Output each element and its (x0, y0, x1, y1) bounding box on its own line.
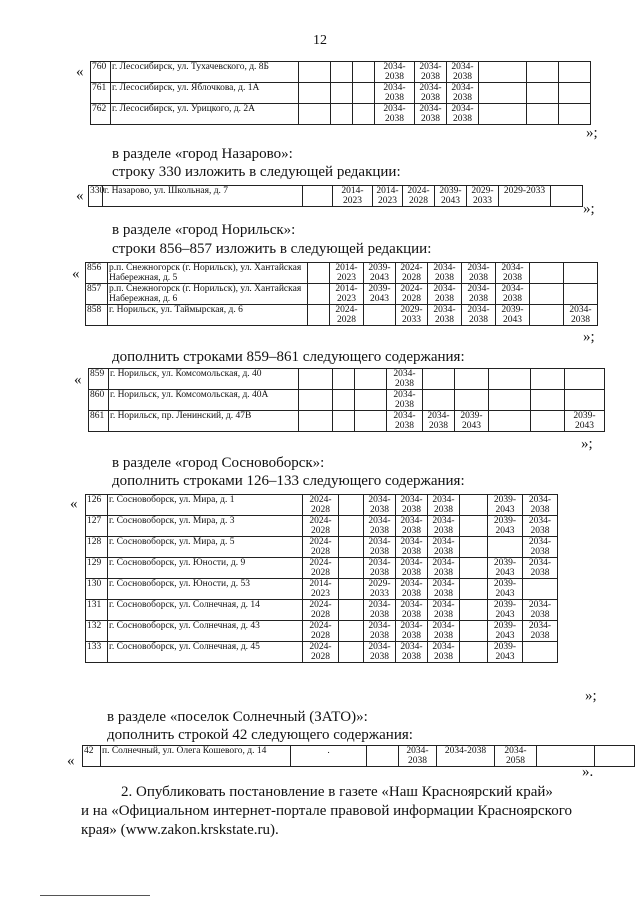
year-cell: 2034-2038 (428, 621, 460, 642)
year-cell (331, 62, 353, 83)
year-cell (339, 621, 364, 642)
year-cell: . (291, 746, 367, 767)
table-row (86, 516, 597, 537)
page-number: 12 (313, 33, 327, 48)
year-cell: 2034-2038 (447, 104, 479, 125)
year-cell: 2034-2038 (428, 579, 460, 600)
year-cell (308, 263, 330, 284)
table-row (86, 284, 598, 305)
row-number: 132 (86, 621, 108, 642)
row-number: 128 (86, 537, 108, 558)
year-cell: 2034-2038 (375, 104, 415, 125)
year-cell: 2029-2033 (467, 186, 499, 207)
year-cell (423, 369, 455, 390)
table-row (89, 369, 605, 390)
address-cell: г. Лесосибирск, ул. Тухачевского, д. 8Б (111, 62, 299, 83)
year-cell (339, 642, 364, 663)
year-cell: 2034-2038 (387, 369, 423, 390)
close-quote: »; (586, 125, 598, 141)
section-heading: в разделе «город Сосновоборск»: (112, 455, 325, 471)
open-quote: « (76, 64, 84, 80)
year-cell: 2034-2038 (462, 305, 496, 326)
year-cell: 2014-2023 (333, 186, 373, 207)
year-cell: 2034-2038 (415, 83, 447, 104)
year-cell: 2029-2033 (364, 579, 396, 600)
year-cell (479, 104, 527, 125)
year-cell: 2039-2043 (565, 411, 605, 432)
year-cell (565, 369, 605, 390)
year-cell: 2039-2043 (488, 579, 523, 600)
year-cell (339, 537, 364, 558)
row-number: 761 (91, 83, 111, 104)
year-cell: 2014-2023 (330, 284, 364, 305)
year-cell (559, 83, 591, 104)
table-row (91, 62, 591, 83)
year-cell: 2039-2043 (488, 558, 523, 579)
year-cell (530, 284, 564, 305)
address-cell: г. Сосновоборск, ул. Солнечная, д. 45 (108, 642, 303, 663)
table-solnechny (82, 745, 635, 767)
table-row (86, 600, 597, 621)
section-instruction: дополнить строками 859–861 следующего содержания: (112, 349, 465, 365)
year-cell: 2034-2038 (428, 600, 460, 621)
address-cell: г. Норильск, ул. Таймырская, д. 6 (108, 305, 308, 326)
year-cell: 2034-2038 (396, 516, 428, 537)
address-cell: г. Сосновоборск, ул. Юности, д. 9 (108, 558, 303, 579)
year-cell: 2034-2038 (428, 516, 460, 537)
address-cell: г. Сосновоборск, ул. Солнечная, д. 14 (108, 600, 303, 621)
section-heading: в разделе «поселок Солнечный (ЗАТО)»: (107, 709, 368, 725)
year-cell: 2024-2028 (303, 516, 339, 537)
year-cell (531, 390, 565, 411)
year-cell: 2034-2038 (396, 558, 428, 579)
year-cell: 2039-2043 (435, 186, 467, 207)
year-cell (299, 62, 331, 83)
address-cell: г. Сосновоборск, ул. Мира, д. 5 (108, 537, 303, 558)
year-cell: 2034-2058 (495, 746, 537, 767)
table-norilsk-add (88, 368, 605, 432)
year-cell (564, 263, 598, 284)
final-line-2: и на «Официальном интернет-портале правовой информации Красноярского (81, 803, 572, 819)
year-cell (364, 305, 396, 326)
year-cell (489, 369, 531, 390)
row-number: 860 (89, 390, 109, 411)
year-cell: 2024-2028 (303, 537, 339, 558)
year-cell: 2014-2023 (330, 263, 364, 284)
year-cell (355, 390, 387, 411)
year-cell: 2034-2038 (428, 305, 462, 326)
address-cell: г. Сосновоборск, ул. Юности, д. 53 (108, 579, 303, 600)
table-row (89, 411, 605, 432)
year-cell (460, 495, 488, 516)
table-row (86, 621, 597, 642)
year-cell (460, 516, 488, 537)
year-cell: 2034-2038 (496, 263, 530, 284)
year-cell: 2034-2038 (496, 284, 530, 305)
open-quote: « (67, 753, 75, 769)
row-number: 760 (91, 62, 111, 83)
address-cell: р.п. Снежногорск (г. Норильск), ул. Хантайская Набережная, д. 5 (108, 263, 308, 284)
year-cell: 2014-2023 (303, 579, 339, 600)
address-cell: г. Лесосибирск, ул. Урицкого, д. 2А (111, 104, 299, 125)
year-cell (353, 104, 375, 125)
year-cell: 2039-2043 (488, 516, 523, 537)
year-cell: 2034-2038 (364, 537, 396, 558)
year-cell: 2034-2038 (428, 642, 460, 663)
year-cell (479, 62, 527, 83)
address-cell: р.п. Снежногорск (г. Норильск), ул. Хантайская Набережная, д. 6 (108, 284, 308, 305)
year-cell (460, 621, 488, 642)
year-cell (299, 104, 331, 125)
year-cell (527, 83, 559, 104)
year-cell (339, 495, 364, 516)
row-number: 858 (86, 305, 108, 326)
year-cell: 2034-2038 (364, 495, 396, 516)
year-cell: 2034-2038 (428, 537, 460, 558)
year-cell (355, 411, 387, 432)
year-cell (460, 537, 488, 558)
year-cell (455, 390, 489, 411)
address-cell: г. Назарово, ул. Школьная, д. 7 (103, 186, 303, 207)
address-cell: г. Сосновоборск, ул. Солнечная, д. 43 (108, 621, 303, 642)
year-cell (339, 516, 364, 537)
section-heading: в разделе «город Назарово»: (112, 146, 293, 162)
year-cell: 2034-2038 (364, 621, 396, 642)
close-quote: ». (582, 764, 594, 780)
year-cell (331, 83, 353, 104)
table-nazarovo (88, 185, 583, 207)
year-cell (299, 369, 333, 390)
year-cell: 2034-2038 (364, 516, 396, 537)
table-row (91, 83, 591, 104)
year-cell (489, 411, 531, 432)
address-cell: п. Солнечный, ул. Олега Кошевого, д. 14 (101, 746, 291, 767)
year-cell (308, 284, 330, 305)
row-number: 130 (86, 579, 108, 600)
year-cell: 2039-2043 (488, 495, 523, 516)
year-cell: 2024-2028 (303, 621, 339, 642)
year-cell: 2034-2038 (523, 621, 558, 642)
year-cell: 2034-2038 (437, 746, 495, 767)
year-cell: 2039-2043 (488, 642, 523, 663)
address-cell: г. Норильск, ул. Комсомольская, д. 40А (109, 390, 299, 411)
year-cell (333, 411, 355, 432)
open-quote: « (72, 266, 80, 282)
table-row (86, 305, 598, 326)
year-cell (523, 579, 558, 600)
year-cell: 2039-2043 (496, 305, 530, 326)
table-norilsk-edit (85, 262, 598, 326)
section-instruction: строки 856–857 изложить в следующей редакции: (112, 241, 432, 257)
year-cell: 2034-2038 (375, 83, 415, 104)
address-cell: г. Сосновоборск, ул. Мира, д. 1 (108, 495, 303, 516)
year-cell: 2039-2043 (364, 263, 396, 284)
table-sosnovoborsk (85, 494, 597, 663)
year-cell (531, 369, 565, 390)
year-cell (455, 369, 489, 390)
section-instruction: строку 330 изложить в следующей редакции: (112, 164, 401, 180)
open-quote: « (74, 372, 82, 388)
year-cell (299, 83, 331, 104)
close-quote: »; (583, 201, 595, 217)
table-row (83, 746, 635, 767)
year-cell (551, 186, 583, 207)
year-cell (331, 104, 353, 125)
row-number: 856 (86, 263, 108, 284)
year-cell: 2034-2038 (462, 263, 496, 284)
year-cell: 2024-2028 (396, 284, 428, 305)
year-cell: 2034-2038 (399, 746, 437, 767)
row-number: 859 (89, 369, 109, 390)
year-cell: 2024-2028 (303, 642, 339, 663)
year-cell (527, 62, 559, 83)
open-quote: « (76, 188, 84, 204)
year-cell: 2024-2028 (303, 600, 339, 621)
close-quote: »; (585, 688, 597, 704)
year-cell: 2034-2038 (396, 621, 428, 642)
open-quote: « (70, 496, 78, 512)
section-heading: в разделе «город Норильск»: (112, 222, 296, 238)
year-cell: 2034-2038 (396, 600, 428, 621)
year-cell (339, 558, 364, 579)
year-cell: 2034-2038 (396, 495, 428, 516)
year-cell (523, 642, 558, 663)
year-cell: 2034-2038 (447, 83, 479, 104)
row-number: 42 (83, 746, 101, 767)
year-cell: 2024-2028 (303, 495, 339, 516)
year-cell: 2024-2028 (303, 558, 339, 579)
year-cell: 2034-2038 (428, 284, 462, 305)
year-cell: 2034-2038 (423, 411, 455, 432)
year-cell: 2034-2038 (428, 558, 460, 579)
year-cell: 2034-2038 (428, 495, 460, 516)
year-cell (531, 411, 565, 432)
year-cell: 2034-2038 (396, 642, 428, 663)
year-cell: 2039-2043 (488, 600, 523, 621)
year-cell: 2029-2033 (499, 186, 551, 207)
row-number: 129 (86, 558, 108, 579)
row-number: 133 (86, 642, 108, 663)
year-cell (460, 579, 488, 600)
year-cell (339, 579, 364, 600)
year-cell (308, 305, 330, 326)
table-lesosibirsk (90, 61, 591, 125)
year-cell: 2039-2043 (364, 284, 396, 305)
year-cell: 2034-2038 (523, 558, 558, 579)
year-cell (423, 390, 455, 411)
table-row (89, 186, 583, 207)
year-cell: 2034-2038 (396, 579, 428, 600)
year-cell: 2034-2038 (523, 495, 558, 516)
table-row (86, 558, 597, 579)
year-cell: 2034-2038 (447, 62, 479, 83)
table-row (86, 495, 597, 516)
table-row (86, 537, 597, 558)
year-cell: 2024-2028 (330, 305, 364, 326)
final-line-1: 2. Опубликовать постановление в газете «Наш Красноярский край» (121, 784, 553, 800)
year-cell: 2039-2043 (455, 411, 489, 432)
year-cell: 2034-2038 (387, 411, 423, 432)
section-instruction: дополнить строками 126–133 следующего содержания: (112, 473, 465, 489)
year-cell (339, 600, 364, 621)
year-cell: 2024-2028 (396, 263, 428, 284)
year-cell: 2034-2038 (415, 62, 447, 83)
year-cell (333, 369, 355, 390)
year-cell (530, 263, 564, 284)
row-number: 861 (89, 411, 109, 432)
row-number: 330 (89, 186, 103, 207)
year-cell: 2034-2038 (364, 600, 396, 621)
year-cell: 2034-2038 (364, 558, 396, 579)
address-cell: г. Норильск, пр. Ленинский, д. 47В (109, 411, 299, 432)
year-cell: 2034-2038 (564, 305, 598, 326)
footer-rule (40, 895, 150, 896)
year-cell (333, 390, 355, 411)
year-cell (299, 390, 333, 411)
year-cell (460, 642, 488, 663)
year-cell (559, 104, 591, 125)
address-cell: г. Сосновоборск, ул. Мира, д. 3 (108, 516, 303, 537)
year-cell: 2014-2023 (373, 186, 403, 207)
row-number: 762 (91, 104, 111, 125)
year-cell: 2034-2038 (428, 263, 462, 284)
year-cell (303, 186, 333, 207)
close-quote: »; (583, 329, 595, 345)
year-cell (367, 746, 399, 767)
year-cell: 2034-2038 (462, 284, 496, 305)
year-cell (460, 558, 488, 579)
year-cell (530, 305, 564, 326)
year-cell: 2039-2043 (488, 621, 523, 642)
table-row (86, 579, 597, 600)
year-cell (559, 62, 591, 83)
row-number: 126 (86, 495, 108, 516)
final-line-3: края» (www.zakon.krskstate.ru). (81, 822, 279, 838)
year-cell (299, 411, 333, 432)
year-cell: 2024-2028 (403, 186, 435, 207)
address-cell: г. Норильск, ул. Комсомольская, д. 40 (109, 369, 299, 390)
table-row (89, 390, 605, 411)
year-cell (353, 83, 375, 104)
row-number: 131 (86, 600, 108, 621)
year-cell (489, 390, 531, 411)
year-cell: 2034-2038 (523, 516, 558, 537)
year-cell (595, 746, 635, 767)
close-quote: »; (581, 436, 593, 452)
address-cell: г. Лесосибирск, ул. Яблочкова, д. 1А (111, 83, 299, 104)
year-cell: 2034-2038 (364, 642, 396, 663)
publication-paragraph (81, 783, 587, 840)
year-cell (564, 284, 598, 305)
table-row (91, 104, 591, 125)
table-row (86, 642, 597, 663)
year-cell (565, 390, 605, 411)
year-cell: 2034-2038 (396, 537, 428, 558)
year-cell: 2029-2033 (396, 305, 428, 326)
year-cell: 2034-2038 (375, 62, 415, 83)
year-cell (488, 537, 523, 558)
year-cell: 2034-2038 (415, 104, 447, 125)
year-cell (355, 369, 387, 390)
year-cell (353, 62, 375, 83)
year-cell (460, 600, 488, 621)
year-cell: 2034-2038 (523, 600, 558, 621)
table-row (86, 263, 598, 284)
year-cell: 2034-2038 (523, 537, 558, 558)
row-number: 127 (86, 516, 108, 537)
section-instruction: дополнить строкой 42 следующего содержания: (107, 727, 413, 743)
year-cell (479, 83, 527, 104)
year-cell: 2034-2038 (387, 390, 423, 411)
row-number: 857 (86, 284, 108, 305)
year-cell (527, 104, 559, 125)
